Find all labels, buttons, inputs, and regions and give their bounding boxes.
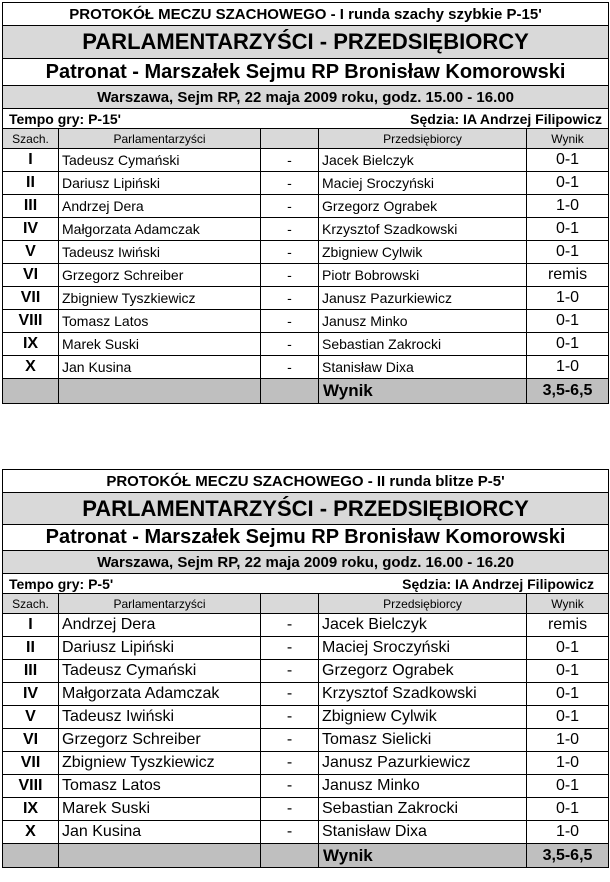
- player-parliament: Grzegorz Schreiber: [59, 264, 261, 287]
- separator-dash: -: [261, 683, 319, 706]
- footer-empty: [59, 844, 261, 868]
- player-parliament: Jan Kusina: [59, 821, 261, 844]
- place-time-line: Warszawa, Sejm RP, 22 maja 2009 roku, godz. 15.00 - 16.00: [3, 86, 609, 109]
- game-result: 1-0: [527, 287, 609, 310]
- col-board-header: Szach.: [3, 594, 59, 614]
- table-row: [3, 195, 609, 218]
- player-parliament: Grzegorz Schreiber: [59, 729, 261, 752]
- board-number: I: [3, 614, 59, 637]
- round2-table: [2, 469, 609, 868]
- table-row: [3, 706, 609, 729]
- table-row: [3, 264, 609, 287]
- tempo-label: Tempo gry: P-5': [9, 575, 114, 592]
- player-business: Janusz Minko: [319, 775, 527, 798]
- round1-rows: [3, 149, 609, 379]
- game-result: 0-1: [527, 637, 609, 660]
- table-row: [3, 310, 609, 333]
- protocol-title: PROTOKÓŁ MECZU SZACHOWEGO - II runda blitze P-5': [3, 470, 609, 493]
- col-result-header: Wynik: [527, 594, 609, 614]
- table-row: [3, 798, 609, 821]
- teams-title: PARLAMENTARZYŚCI - PRZEDSIĘBIORCY: [3, 493, 609, 525]
- table-row: [3, 287, 609, 310]
- player-parliament: Zbigniew Tyszkiewicz: [59, 752, 261, 775]
- player-business: Tomasz Sielicki: [319, 729, 527, 752]
- separator-dash: -: [261, 218, 319, 241]
- player-business: Maciej Sroczyński: [319, 637, 527, 660]
- player-business: Zbigniew Cylwik: [319, 706, 527, 729]
- player-business: Krzysztof Szadkowski: [319, 218, 527, 241]
- table-row: [3, 821, 609, 844]
- footer-empty: [261, 844, 319, 868]
- table-row: [3, 356, 609, 379]
- player-parliament: Dariusz Lipiński: [59, 172, 261, 195]
- board-number: X: [3, 821, 59, 844]
- board-number: I: [3, 149, 59, 172]
- patron-line: Patronat - Marszałek Sejmu RP Bronisław Komorowski: [3, 525, 609, 551]
- judge-label: Sędzia: IA Andrzej Filipowicz: [410, 110, 603, 127]
- board-number: VIII: [3, 310, 59, 333]
- board-number: IX: [3, 798, 59, 821]
- judge-label: Sędzia: IA Andrzej Filipowicz: [402, 575, 595, 592]
- board-number: II: [3, 637, 59, 660]
- protocol-title: PROTOKÓŁ MECZU SZACHOWEGO - I runda szachy szybkie P-15': [3, 3, 609, 26]
- col-team1-header: Parlamentarzyści: [59, 129, 261, 149]
- player-parliament: Marek Suski: [59, 798, 261, 821]
- tempo-label: Tempo gry: P-15': [9, 110, 121, 127]
- round2-protocol: [2, 469, 608, 868]
- board-number: V: [3, 706, 59, 729]
- board-number: VII: [3, 752, 59, 775]
- table-row: [3, 660, 609, 683]
- place-time-line: Warszawa, Sejm RP, 22 maja 2009 roku, godz. 16.00 - 16.20: [3, 551, 609, 574]
- footer-empty: [3, 379, 59, 404]
- board-number: IV: [3, 218, 59, 241]
- player-parliament: Małgorzata Adamczak: [59, 683, 261, 706]
- player-business: Jacek Bielczyk: [319, 614, 527, 637]
- footer-empty: [59, 379, 261, 404]
- player-business: Sebastian Zakrocki: [319, 333, 527, 356]
- col-result-header: Wynik: [527, 129, 609, 149]
- separator-dash: -: [261, 706, 319, 729]
- separator-dash: -: [261, 752, 319, 775]
- separator-dash: -: [261, 333, 319, 356]
- player-business: Grzegorz Ograbek: [319, 195, 527, 218]
- board-number: VIII: [3, 775, 59, 798]
- player-parliament: Tadeusz Cymański: [59, 149, 261, 172]
- player-parliament: Tomasz Latos: [59, 775, 261, 798]
- board-number: VI: [3, 264, 59, 287]
- total-label: Wynik: [319, 844, 527, 868]
- board-number: IV: [3, 683, 59, 706]
- separator-dash: -: [261, 310, 319, 333]
- game-result: 0-1: [527, 798, 609, 821]
- player-business: Stanisław Dixa: [319, 356, 527, 379]
- game-result: 1-0: [527, 752, 609, 775]
- game-result: 0-1: [527, 149, 609, 172]
- col-team2-header: Przedsiębiorcy: [319, 129, 527, 149]
- total-value: 3,5-6,5: [527, 844, 609, 868]
- separator-dash: -: [261, 798, 319, 821]
- separator-dash: -: [261, 729, 319, 752]
- game-result: 0-1: [527, 706, 609, 729]
- player-parliament: Andrzej Dera: [59, 614, 261, 637]
- separator-dash: -: [261, 821, 319, 844]
- game-result: 0-1: [527, 172, 609, 195]
- board-number: II: [3, 172, 59, 195]
- player-business: Grzegorz Ograbek: [319, 660, 527, 683]
- round1-table: [2, 2, 609, 404]
- patron-line: Patronat - Marszałek Sejmu RP Bronisław Komorowski: [3, 59, 609, 86]
- separator-dash: -: [261, 172, 319, 195]
- table-row: [3, 172, 609, 195]
- player-parliament: Małgorzata Adamczak: [59, 218, 261, 241]
- col-sep-header: [261, 129, 319, 149]
- table-row: [3, 752, 609, 775]
- separator-dash: -: [261, 356, 319, 379]
- teams-title: PARLAMENTARZYŚCI - PRZEDSIĘBIORCY: [3, 26, 609, 59]
- game-result: 1-0: [527, 356, 609, 379]
- player-business: Janusz Minko: [319, 310, 527, 333]
- table-row: [3, 614, 609, 637]
- player-business: Krzysztof Szadkowski: [319, 683, 527, 706]
- total-label: Wynik: [319, 379, 527, 404]
- player-parliament: Marek Suski: [59, 333, 261, 356]
- separator-dash: -: [261, 241, 319, 264]
- table-row: [3, 775, 609, 798]
- player-parliament: Zbigniew Tyszkiewicz: [59, 287, 261, 310]
- table-row: [3, 729, 609, 752]
- player-parliament: Andrzej Dera: [59, 195, 261, 218]
- game-result: remis: [527, 614, 609, 637]
- table-row: [3, 149, 609, 172]
- separator-dash: -: [261, 264, 319, 287]
- player-business: Janusz Pazurkiewicz: [319, 287, 527, 310]
- table-row: [3, 637, 609, 660]
- separator-dash: -: [261, 287, 319, 310]
- round2-rows: [3, 614, 609, 844]
- player-parliament: Tadeusz Iwiński: [59, 706, 261, 729]
- game-result: remis: [527, 264, 609, 287]
- player-business: Sebastian Zakrocki: [319, 798, 527, 821]
- game-result: 0-1: [527, 775, 609, 798]
- separator-dash: -: [261, 195, 319, 218]
- tempo-judge-row: [3, 109, 609, 129]
- table-row: [3, 218, 609, 241]
- player-business: Jacek Bielczyk: [319, 149, 527, 172]
- player-parliament: Tadeusz Cymański: [59, 660, 261, 683]
- game-result: 1-0: [527, 729, 609, 752]
- table-row: [3, 333, 609, 356]
- player-business: Piotr Bobrowski: [319, 264, 527, 287]
- footer-empty: [261, 379, 319, 404]
- player-parliament: Tomasz Latos: [59, 310, 261, 333]
- board-number: III: [3, 660, 59, 683]
- separator-dash: -: [261, 637, 319, 660]
- game-result: 0-1: [527, 660, 609, 683]
- separator-dash: -: [261, 775, 319, 798]
- board-number: III: [3, 195, 59, 218]
- col-team1-header: Parlamentarzyści: [59, 594, 261, 614]
- board-number: V: [3, 241, 59, 264]
- player-business: Maciej Sroczyński: [319, 172, 527, 195]
- board-number: IX: [3, 333, 59, 356]
- tempo-judge-row: [3, 574, 609, 594]
- player-parliament: Dariusz Lipiński: [59, 637, 261, 660]
- col-sep-header: [261, 594, 319, 614]
- player-business: Stanisław Dixa: [319, 821, 527, 844]
- game-result: 0-1: [527, 310, 609, 333]
- board-number: VI: [3, 729, 59, 752]
- separator-dash: -: [261, 614, 319, 637]
- board-number: X: [3, 356, 59, 379]
- player-parliament: Tadeusz Iwiński: [59, 241, 261, 264]
- board-number: VII: [3, 287, 59, 310]
- table-row: [3, 241, 609, 264]
- player-parliament: Jan Kusina: [59, 356, 261, 379]
- game-result: 0-1: [527, 683, 609, 706]
- separator-dash: -: [261, 660, 319, 683]
- player-business: Zbigniew Cylwik: [319, 241, 527, 264]
- game-result: 0-1: [527, 241, 609, 264]
- col-board-header: Szach.: [3, 129, 59, 149]
- col-team2-header: Przedsiębiorcy: [319, 594, 527, 614]
- footer-empty: [3, 844, 59, 868]
- separator-dash: -: [261, 149, 319, 172]
- player-business: Janusz Pazurkiewicz: [319, 752, 527, 775]
- round1-protocol: [2, 2, 608, 404]
- total-value: 3,5-6,5: [527, 379, 609, 404]
- game-result: 0-1: [527, 218, 609, 241]
- game-result: 0-1: [527, 333, 609, 356]
- game-result: 1-0: [527, 195, 609, 218]
- game-result: 1-0: [527, 821, 609, 844]
- table-row: [3, 683, 609, 706]
